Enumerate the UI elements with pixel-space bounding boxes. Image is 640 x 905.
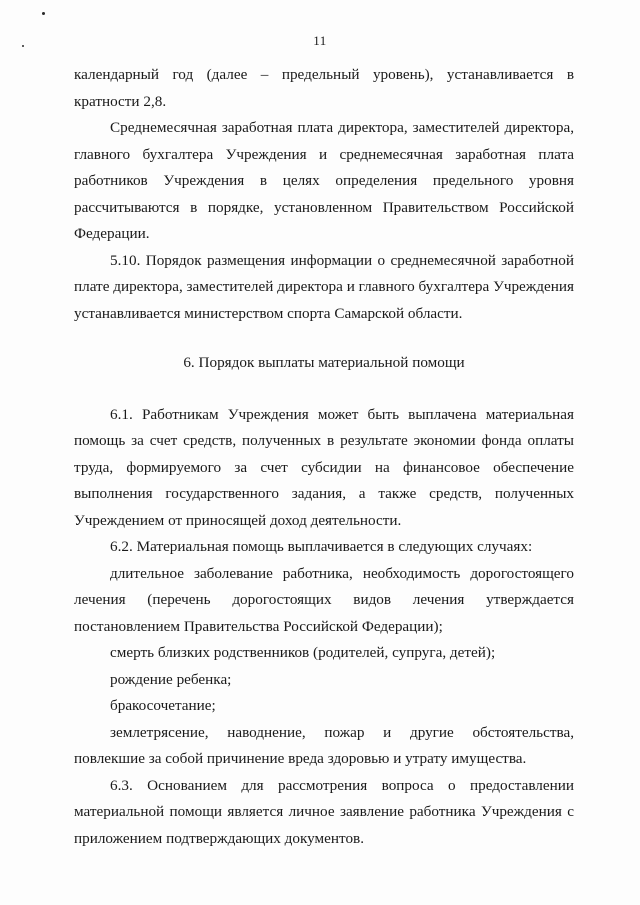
list-item-marriage: бракосочетание; bbox=[110, 697, 216, 714]
document-body bbox=[74, 62, 574, 852]
list-item-death: смерть близких родственников (родителей, супруга, детей); bbox=[110, 644, 496, 661]
section-heading-6: 6. Порядок выплаты материальной помощи bbox=[183, 354, 465, 371]
list-item-disaster: землетрясение, наводнение, пожар и другие обстоятельства, повлекшие за собой причинение вреда здоровью и утрату имущества. bbox=[74, 723, 574, 767]
scan-speck bbox=[42, 12, 45, 15]
paragraph-average-salary: Среднемесячная заработная плата директора, заместителей директора, главного бухгалтера Учреждения и среднемесячная заработная плата работников Учреждения в целях определения предельного уровня рассчитываются в порядке, установленном Правительством Российской Федерации. bbox=[74, 119, 574, 242]
paragraph-6-3: 6.3. Основанием для рассмотрения вопроса о предоставлении материальной помощи является личное заявление работника Учреждения с приложением подтверждающих документов. bbox=[74, 776, 574, 847]
paragraph-6-1: 6.1. Работникам Учреждения может быть выплачена материальная помощь за счет средств, полученных в результате экономии фонда оплаты труда, формируемого за счет субсидии на финансовое обеспечение выполнения государственного задания, а также средств, полученных Учреждением от приносящей доход деятельности. bbox=[74, 405, 574, 529]
paragraph-6-2: 6.2. Материальная помощь выплачивается в следующих случаях: bbox=[110, 538, 533, 555]
list-item-illness: длительное заболевание работника, необходимость дорогостоящего лечения (перечень дорогостоящих видов лечения утверждается постановлением Правительства Российской Федерации); bbox=[74, 564, 574, 635]
paragraph-continuation: календарный год (далее – предельный уровень), устанавливается в кратности 2,8. bbox=[74, 66, 574, 110]
paragraph-5-10: 5.10. Порядок размещения информации о среднемесячной заработной плате директора, заместителей директора и главного бухгалтера Учреждения устанавливается министерством спорта Самарской области. bbox=[74, 251, 574, 322]
page-number: 11 bbox=[313, 33, 327, 48]
list-item-birth: рождение ребенка; bbox=[110, 670, 232, 688]
